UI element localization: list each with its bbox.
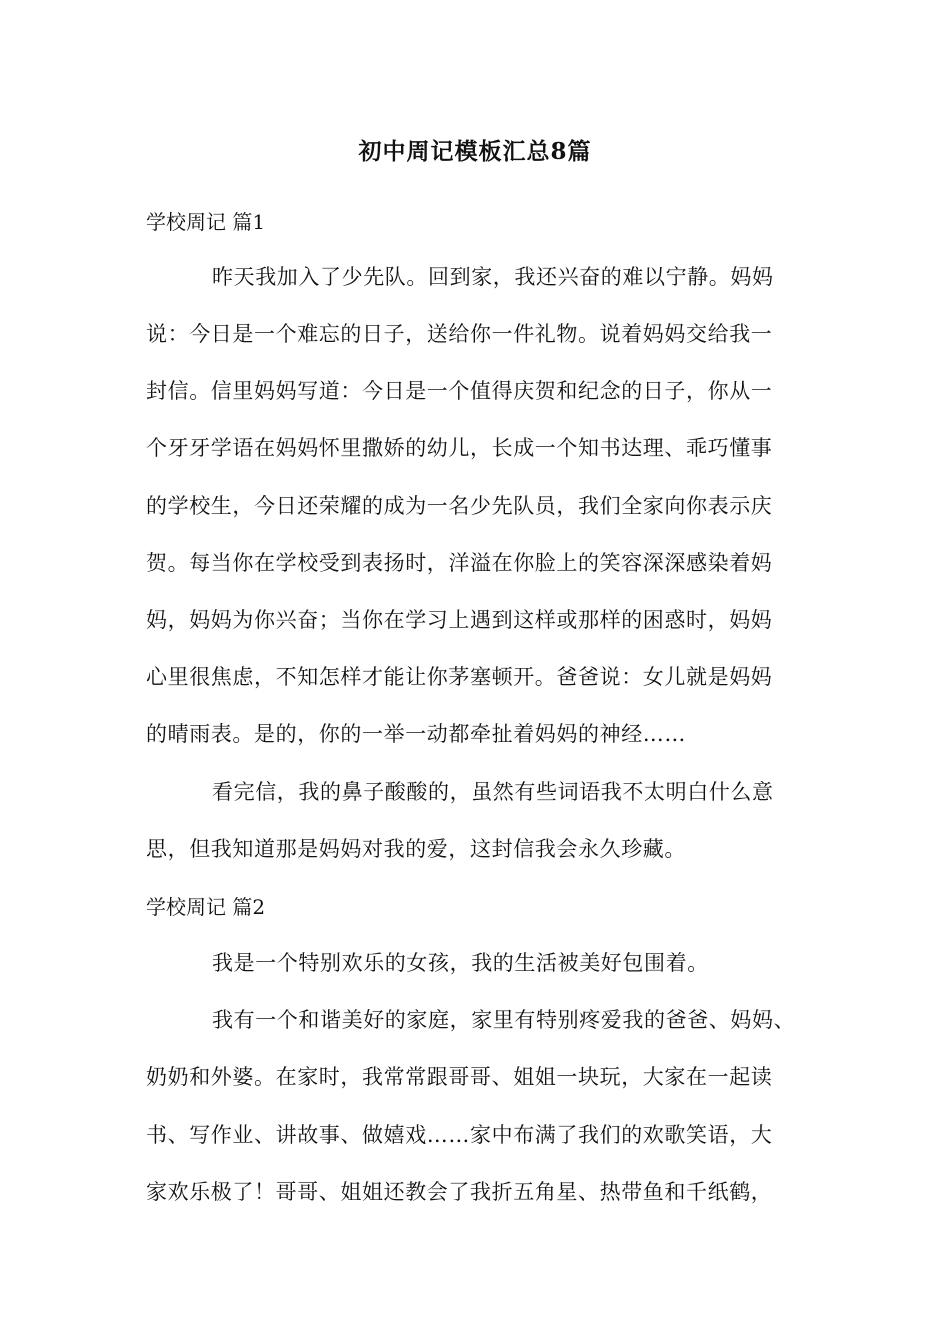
paragraph-line: 思，但我知道那是妈妈对我的爱，这封信我会永久珍藏。 (146, 837, 686, 861)
paragraph-line: 家欢乐极了！哥哥、姐姐还教会了我折五角星、热带鱼和千纸鹤， (146, 1180, 773, 1204)
section-heading-2: 学校周记 篇2 (146, 895, 266, 919)
paragraph-line: 贺。每当你在学校受到表扬时，洋溢在你脸上的笑容深深感染着妈 (146, 551, 773, 575)
paragraph-line: 心里很焦虑，不知怎样才能让你茅塞顿开。爸爸说：女儿就是妈妈 (146, 665, 773, 689)
paragraph-line: 个牙牙学语在妈妈怀里撒娇的幼儿，长成一个知书达理、乖巧懂事 (146, 436, 773, 460)
section-heading-1: 学校周记 篇1 (146, 210, 266, 234)
paragraph-line: 书、写作业、讲故事、做嬉戏……家中布满了我们的欢歌笑语，大 (146, 1123, 773, 1147)
paragraph-line: 的晴雨表。是的，你的一举一动都牵扯着妈妈的神经…… (146, 722, 686, 746)
paragraph-line: 封信。信里妈妈写道：今日是一个值得庆贺和纪念的日子，你从一 (146, 379, 773, 403)
paragraph-line: 看完信，我的鼻子酸酸的，虽然有些词语我不太明白什么意 (212, 780, 774, 804)
document-title: 初中周记模板汇总8篇 (358, 138, 592, 165)
paragraph-line: 昨天我加入了少先队。回到家，我还兴奋的难以宁静。妈妈 (212, 265, 774, 289)
paragraph-line: 我是一个特别欢乐的女孩，我的生活被美好包围着。 (212, 951, 709, 975)
paragraph-line: 的学校生，今日还荣耀的成为一名少先队员，我们全家向你表示庆 (146, 494, 773, 518)
paragraph-line: 我有一个和谐美好的家庭，家里有特别疼爱我的爸爸、妈妈、 (212, 1008, 796, 1032)
paragraph-line: 奶奶和外婆。在家时，我常常跟哥哥、姐姐一块玩，大家在一起读 (146, 1065, 773, 1089)
paragraph-line: 说：今日是一个难忘的日子，送给你一件礼物。说着妈妈交给我一 (146, 322, 773, 346)
paragraph-line: 妈，妈妈为你兴奋；当你在学习上遇到这样或那样的困惑时，妈妈 (146, 608, 773, 632)
